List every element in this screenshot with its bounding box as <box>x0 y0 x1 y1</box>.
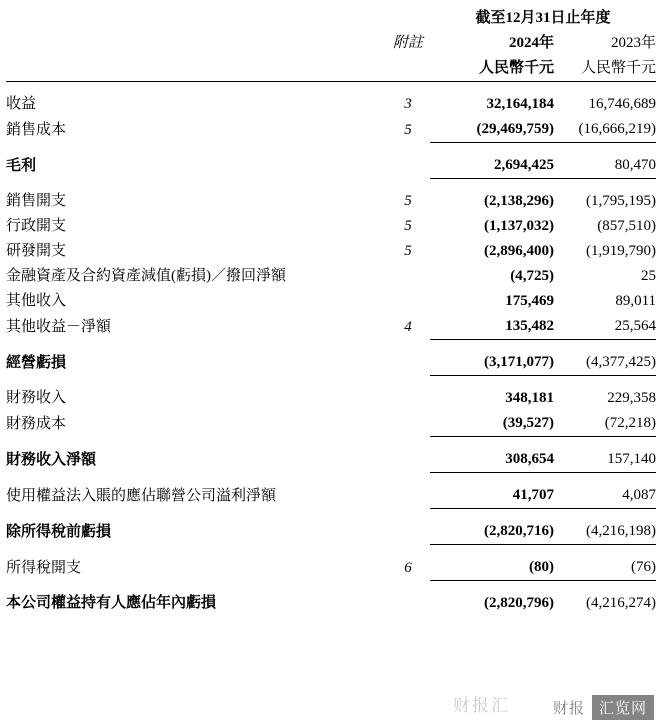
row-spacer <box>6 581 656 592</box>
row-note-ref <box>386 519 430 545</box>
row-note-ref <box>386 483 430 509</box>
row-value-current-year: (39,527) <box>430 411 554 437</box>
row-value-current-year: 135,482 <box>430 314 554 340</box>
row-note-ref <box>386 411 430 437</box>
header-gap <box>6 82 656 93</box>
row-value-current-year: 348,181 <box>505 390 554 406</box>
row-spacer <box>6 437 656 448</box>
table-row <box>6 92 656 117</box>
row-label: 其他收益－淨額 <box>6 318 112 335</box>
table-row <box>6 314 656 340</box>
table-row <box>6 411 656 437</box>
row-note-ref <box>386 153 430 179</box>
table-row <box>6 153 656 179</box>
table-row <box>6 214 656 239</box>
row-label: 銷售開支 <box>6 193 67 209</box>
row-value-prior-year: (1,795,195) <box>586 193 657 209</box>
row-label: 所得稅開支 <box>6 559 82 576</box>
row-value-current-year: (2,820,796) <box>484 595 554 611</box>
row-value-current-year: 308,654 <box>430 447 554 473</box>
row-value-prior-year: (72,218) <box>554 411 656 437</box>
row-value-prior-year: 4,087 <box>554 483 656 509</box>
row-value-prior-year: 25 <box>641 268 657 284</box>
row-spacer <box>6 376 656 387</box>
row-label: 財務收入淨額 <box>6 451 97 468</box>
header-year-current: 2024年 <box>508 35 554 51</box>
header-year-prior: 2023年 <box>611 35 657 51</box>
header-period-row <box>6 6 656 31</box>
row-note-ref: 5 <box>404 243 412 259</box>
table-row <box>6 483 656 509</box>
row-label: 除所得稅前虧損 <box>6 523 112 540</box>
row-label: 財務收入 <box>6 390 67 406</box>
row-label: 毛利 <box>6 157 37 174</box>
row-value-current-year: (80) <box>430 555 554 581</box>
header-unit-row <box>6 56 656 82</box>
row-value-prior-year: (4,377,425) <box>554 350 656 376</box>
row-label: 收益 <box>6 96 37 112</box>
row-note-ref <box>386 350 430 376</box>
row-value-prior-year: (4,216,274) <box>586 595 657 611</box>
row-note-ref: 4 <box>404 318 412 335</box>
row-value-current-year: 175,469 <box>505 293 554 309</box>
row-spacer <box>6 545 656 556</box>
row-value-prior-year: (4,216,198) <box>554 519 656 545</box>
table-row <box>6 189 656 214</box>
row-note-ref <box>386 447 430 473</box>
table-row <box>6 555 656 581</box>
row-value-current-year: (3,171,077) <box>430 350 554 376</box>
table-header <box>6 6 656 92</box>
header-unit-current: 人民幣千元 <box>430 56 554 82</box>
row-note-ref: 3 <box>404 96 412 112</box>
row-value-current-year: 32,164,184 <box>486 96 554 112</box>
row-value-prior-year: (1,919,790) <box>586 243 657 259</box>
table-row <box>6 117 656 143</box>
row-label: 其他收入 <box>6 293 67 309</box>
row-value-prior-year: 89,011 <box>615 293 657 309</box>
row-note-ref: 6 <box>404 559 412 576</box>
row-spacer <box>6 473 656 484</box>
row-label: 銷售成本 <box>6 121 67 138</box>
row-note-ref <box>386 591 430 616</box>
row-value-current-year: 2,694,425 <box>430 153 554 179</box>
row-spacer <box>6 143 656 154</box>
income-statement-table <box>6 6 656 616</box>
watermark-ghost-text: 财报汇 <box>453 696 510 715</box>
table-row <box>6 264 656 289</box>
header-unit-prior: 人民幣千元 <box>554 56 656 82</box>
row-value-prior-year: 229,358 <box>607 390 657 406</box>
header-period-title: 截至12月31日止年度 <box>475 10 611 26</box>
table-row <box>6 519 656 545</box>
watermark-left-text: 财报 <box>546 695 592 720</box>
row-value-current-year: 41,707 <box>430 483 554 509</box>
table-row <box>6 447 656 473</box>
row-note-ref <box>386 289 430 314</box>
row-value-current-year: (1,137,032) <box>484 218 554 234</box>
row-label: 經營虧損 <box>6 354 67 371</box>
header-year-row <box>6 31 656 56</box>
row-value-current-year: (2,138,296) <box>484 193 554 209</box>
table-row <box>6 289 656 314</box>
watermark <box>546 695 654 720</box>
row-note-ref <box>386 264 430 289</box>
row-value-prior-year: 157,140 <box>554 447 656 473</box>
row-note-ref: 5 <box>404 218 412 234</box>
row-label: 本公司權益持有人應佔年內虧損 <box>6 595 217 611</box>
row-value-current-year: (4,725) <box>510 268 554 284</box>
table-row <box>6 350 656 376</box>
watermark-right-text: 汇览网 <box>592 695 654 720</box>
table-row <box>6 386 656 411</box>
row-spacer <box>6 340 656 351</box>
row-value-prior-year: (16,666,219) <box>554 117 656 143</box>
row-spacer <box>6 179 656 190</box>
table-body <box>6 92 656 616</box>
row-value-current-year: (2,820,716) <box>430 519 554 545</box>
row-spacer <box>6 509 656 520</box>
row-label: 使用權益法入賬的應佔聯營公司溢利淨額 <box>6 487 277 504</box>
row-label: 金融資產及合約資產減值(虧損)／撥回淨額 <box>6 268 286 284</box>
row-label: 行政開支 <box>6 218 67 234</box>
row-note-ref <box>386 386 430 411</box>
row-value-prior-year: 16,746,689 <box>588 96 657 112</box>
row-value-current-year: (2,896,400) <box>484 243 554 259</box>
table-row <box>6 239 656 264</box>
row-note-ref: 5 <box>404 193 412 209</box>
header-note-label: 附註 <box>392 35 423 51</box>
table-row <box>6 591 656 616</box>
row-label: 研發開支 <box>6 243 67 259</box>
row-value-prior-year: (76) <box>554 555 656 581</box>
row-value-current-year: (29,469,759) <box>430 117 554 143</box>
row-note-ref: 5 <box>404 121 412 138</box>
row-value-prior-year: 80,470 <box>554 153 656 179</box>
row-label: 財務成本 <box>6 415 67 432</box>
row-value-prior-year: 25,564 <box>554 314 656 340</box>
row-value-prior-year: (857,510) <box>597 218 657 234</box>
